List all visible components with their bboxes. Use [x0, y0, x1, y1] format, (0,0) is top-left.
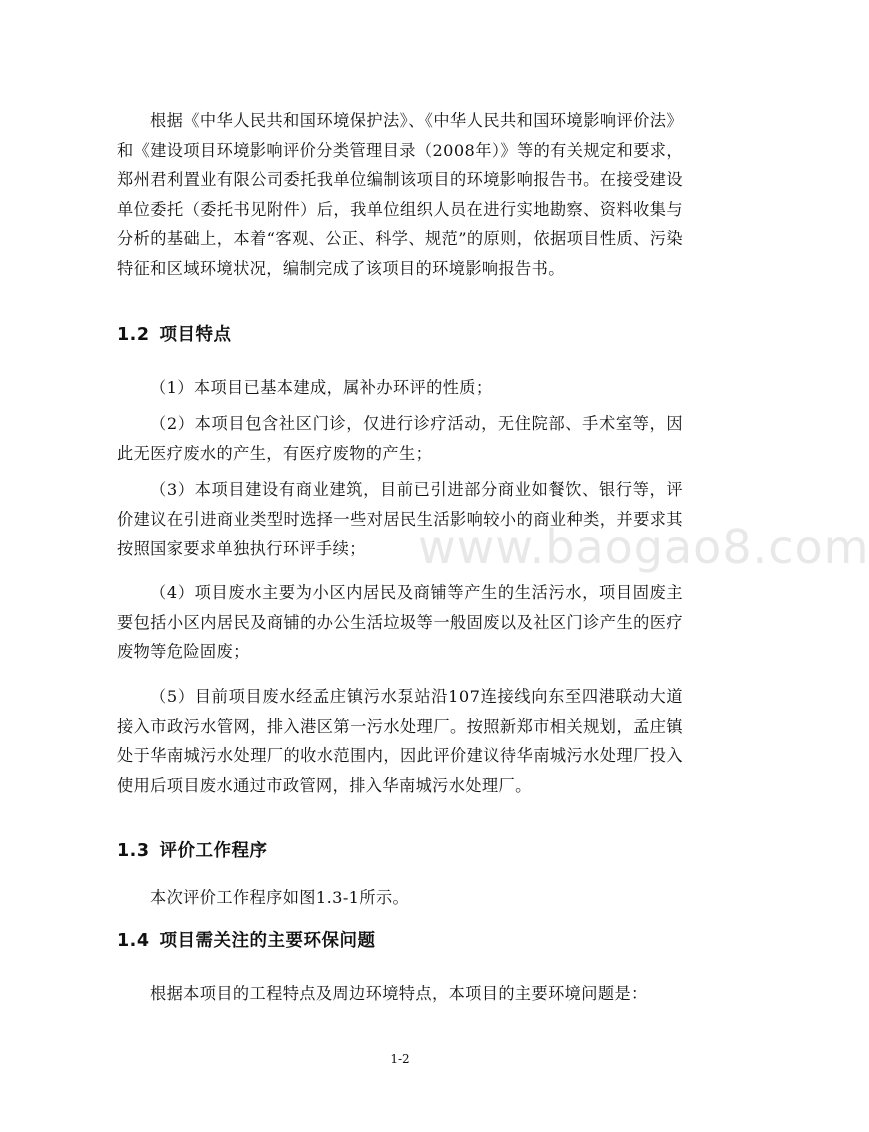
section-title: 项目需关注的主要环保问题 [159, 931, 376, 951]
section-number: 1.3 [117, 841, 150, 861]
watermark: www.baogao8.com [418, 520, 869, 574]
list-item-3: （3）本项目建设有商业建筑，目前已引进部分商业如餐饮、银行等，评价建议在引进商业类型时选择一些对居民生活影响较小的商业种类，并要求其按照国家要求单独执行环评手续； [117, 480, 683, 559]
list-item-1: （1）本项目已基本建成，属补办环评的性质； [150, 378, 493, 397]
section-number: 1.4 [117, 931, 150, 951]
page-number: 1-2 [390, 1052, 410, 1066]
section-title: 项目特点 [159, 325, 232, 345]
section-heading-1-3 [117, 839, 268, 863]
section-1-4-text: 根据本项目的工程特点及周边环境特点，本项目的主要环境问题是： [150, 984, 648, 1003]
section-title: 评价工作程序 [159, 841, 268, 861]
section-heading-1-4 [117, 929, 376, 953]
list-item-5: （5）目前项目废水经孟庄镇污水泵站沿107连接线向东至四港联动大道接入市政污水管网，排入港区第一污水处理厂。按照新郑市相关规划，孟庄镇处于华南城污水处理厂的收水范围内，因此评价建议待华南城污水处理厂投入使用后项目废水通过市政管网，排入华南城污水处理厂。 [117, 687, 683, 795]
list-item-4: （4）项目废水主要为小区内居民及商铺等产生的生活污水，项目固废主要包括小区内居民及商铺的办公生活垃圾等一般固废以及社区门诊产生的医疗废物等危险固废； [117, 583, 683, 662]
intro-paragraph: 根据《中华人民共和国环境保护法》、《中华人民共和国环境影响评价法》和《建设项目环境影响评价分类管理目录（2008年）》等的有关规定和要求，郑州君利置业有限公司委托我单位编制该项目的环境影响报告书。在接受建设单位委托（委托书见附件）后，我单位组织人员在进行实地勘察、资料收集与分析的基础上，本着“客观、公正、科学、规范”的原则，依据项目性质、污染特征和区域环境状况，编制完成了该项目的环境影响报告书。 [117, 111, 683, 278]
section-heading-1-2 [117, 323, 232, 347]
section-number: 1.2 [117, 325, 150, 345]
section-1-3-text: 本次评价工作程序如图1.3-1所示。 [150, 888, 410, 907]
list-item-2: （2）本项目包含社区门诊，仅进行诊疗活动，无住院部、手术室等，因此无医疗废水的产生，有医疗废物的产生； [117, 414, 683, 463]
